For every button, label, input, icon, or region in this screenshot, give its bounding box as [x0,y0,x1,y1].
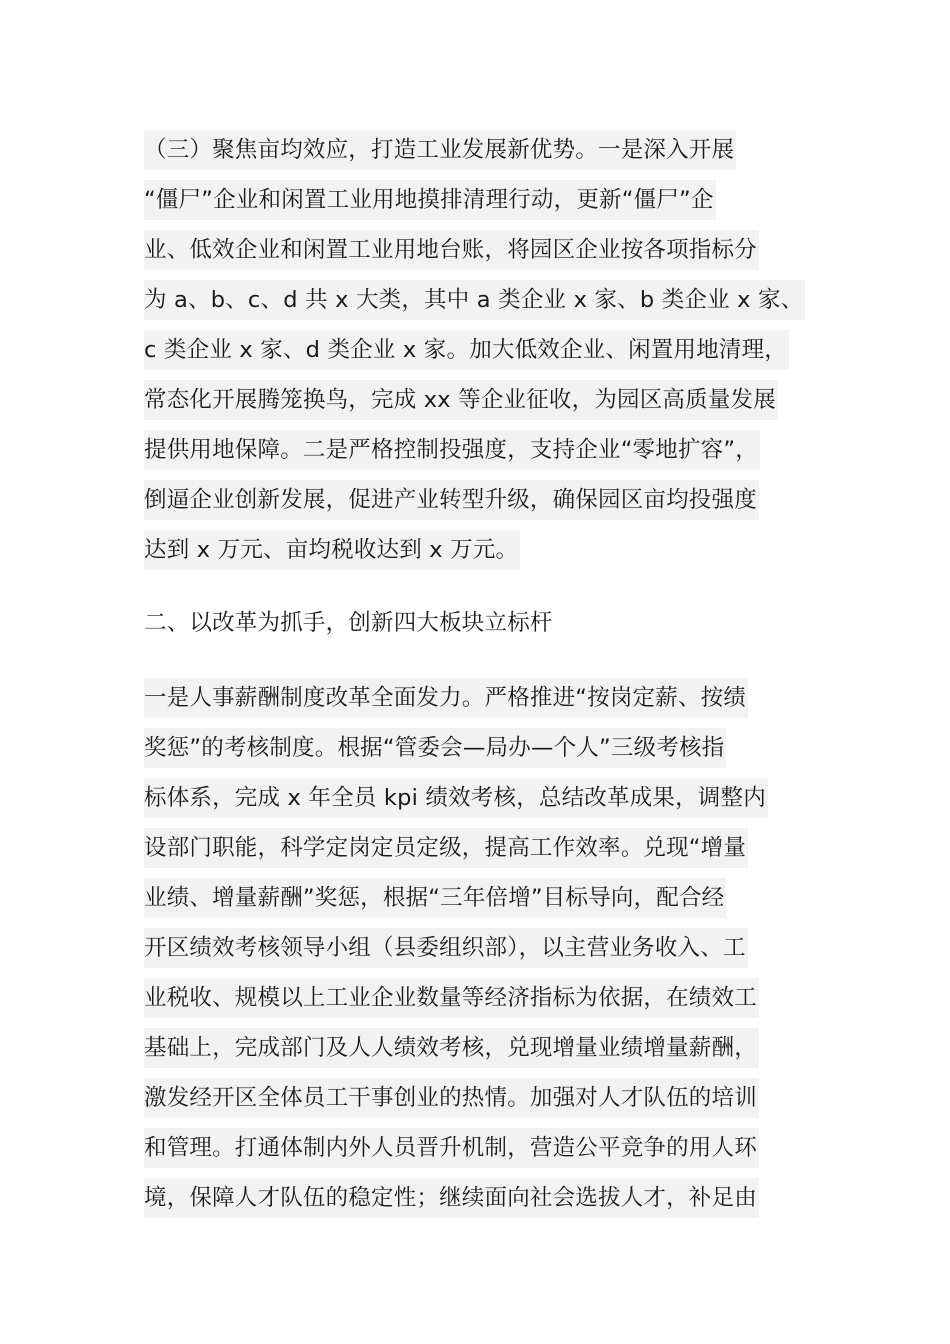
paragraph-2-line: 设部门职能，科学定岗定员定级，提高工作效率。兑现“增量 [144,823,768,873]
paragraph-2-line: 开区绩效考核领导小组（县委组织部），以主营业务收入、工 [144,923,768,973]
paragraph-1 [144,125,805,575]
paragraph-2-line: 和管理。打通体制内外人员晋升机制，营造公平竞争的用人环 [144,1123,768,1173]
paragraph-2-line: 业绩、增量薪酬”奖惩，根据“三年倍增”目标导向，配合经 [144,873,768,923]
paragraph-1-line: （三）聚焦亩均效应，打造工业发展新优势。一是深入开展 [144,125,805,175]
section-heading: 二、以改革为抓手，创新四大板块立标杆 [144,610,553,636]
paragraph-1-line: 常态化开展腾笼换鸟，完成 xx 等企业征收，为园区高质量发展 [144,375,805,425]
paragraph-2-line: 标体系，完成 x 年全员 kpi 绩效考核，总结改革成果，调整内 [144,773,768,823]
paragraph-2-line: 基础上，完成部门及人人绩效考核，兑现增量业绩增量薪酬， [144,1023,768,1073]
paragraph-1-line: c 类企业 x 家、d 类企业 x 家。加大低效企业、闲置用地清理， [144,325,805,375]
paragraph-1-line: 倒逼企业创新发展，促进产业转型升级，确保园区亩均投强度 [144,475,805,525]
paragraph-1-line: 业、低效企业和闲置工业用地台账，将园区企业按各项指标分 [144,225,805,275]
paragraph-1-line: 提供用地保障。二是严格控制投强度，支持企业“零地扩容”， [144,425,805,475]
paragraph-2-line: 境，保障人才队伍的稳定性；继续面向社会选拔人才，补足由 [144,1173,768,1223]
paragraph-2 [144,673,768,1223]
paragraph-1-line: 达到 x 万元、亩均税收达到 x 万元。 [144,525,805,575]
paragraph-2-line: 业税收、规模以上工业企业数量等经济指标为依据，在绩效工 [144,973,768,1023]
paragraph-1-line: 为 a、b、c、d 共 x 大类，其中 a 类企业 x 家、b 类企业 x 家、 [144,275,805,325]
paragraph-1-line: “僵尸”企业和闲置工业用地摸排清理行动，更新“僵尸”企 [144,175,805,225]
paragraph-2-line: 一是人事薪酬制度改革全面发力。严格推进“按岗定薪、按绩 [144,673,768,723]
paragraph-2-line: 激发经开区全体员工干事创业的热情。加强对人才队伍的培训 [144,1073,768,1123]
paragraph-2-line: 奖惩”的考核制度。根据“管委会—局办—个人”三级考核指 [144,723,768,773]
